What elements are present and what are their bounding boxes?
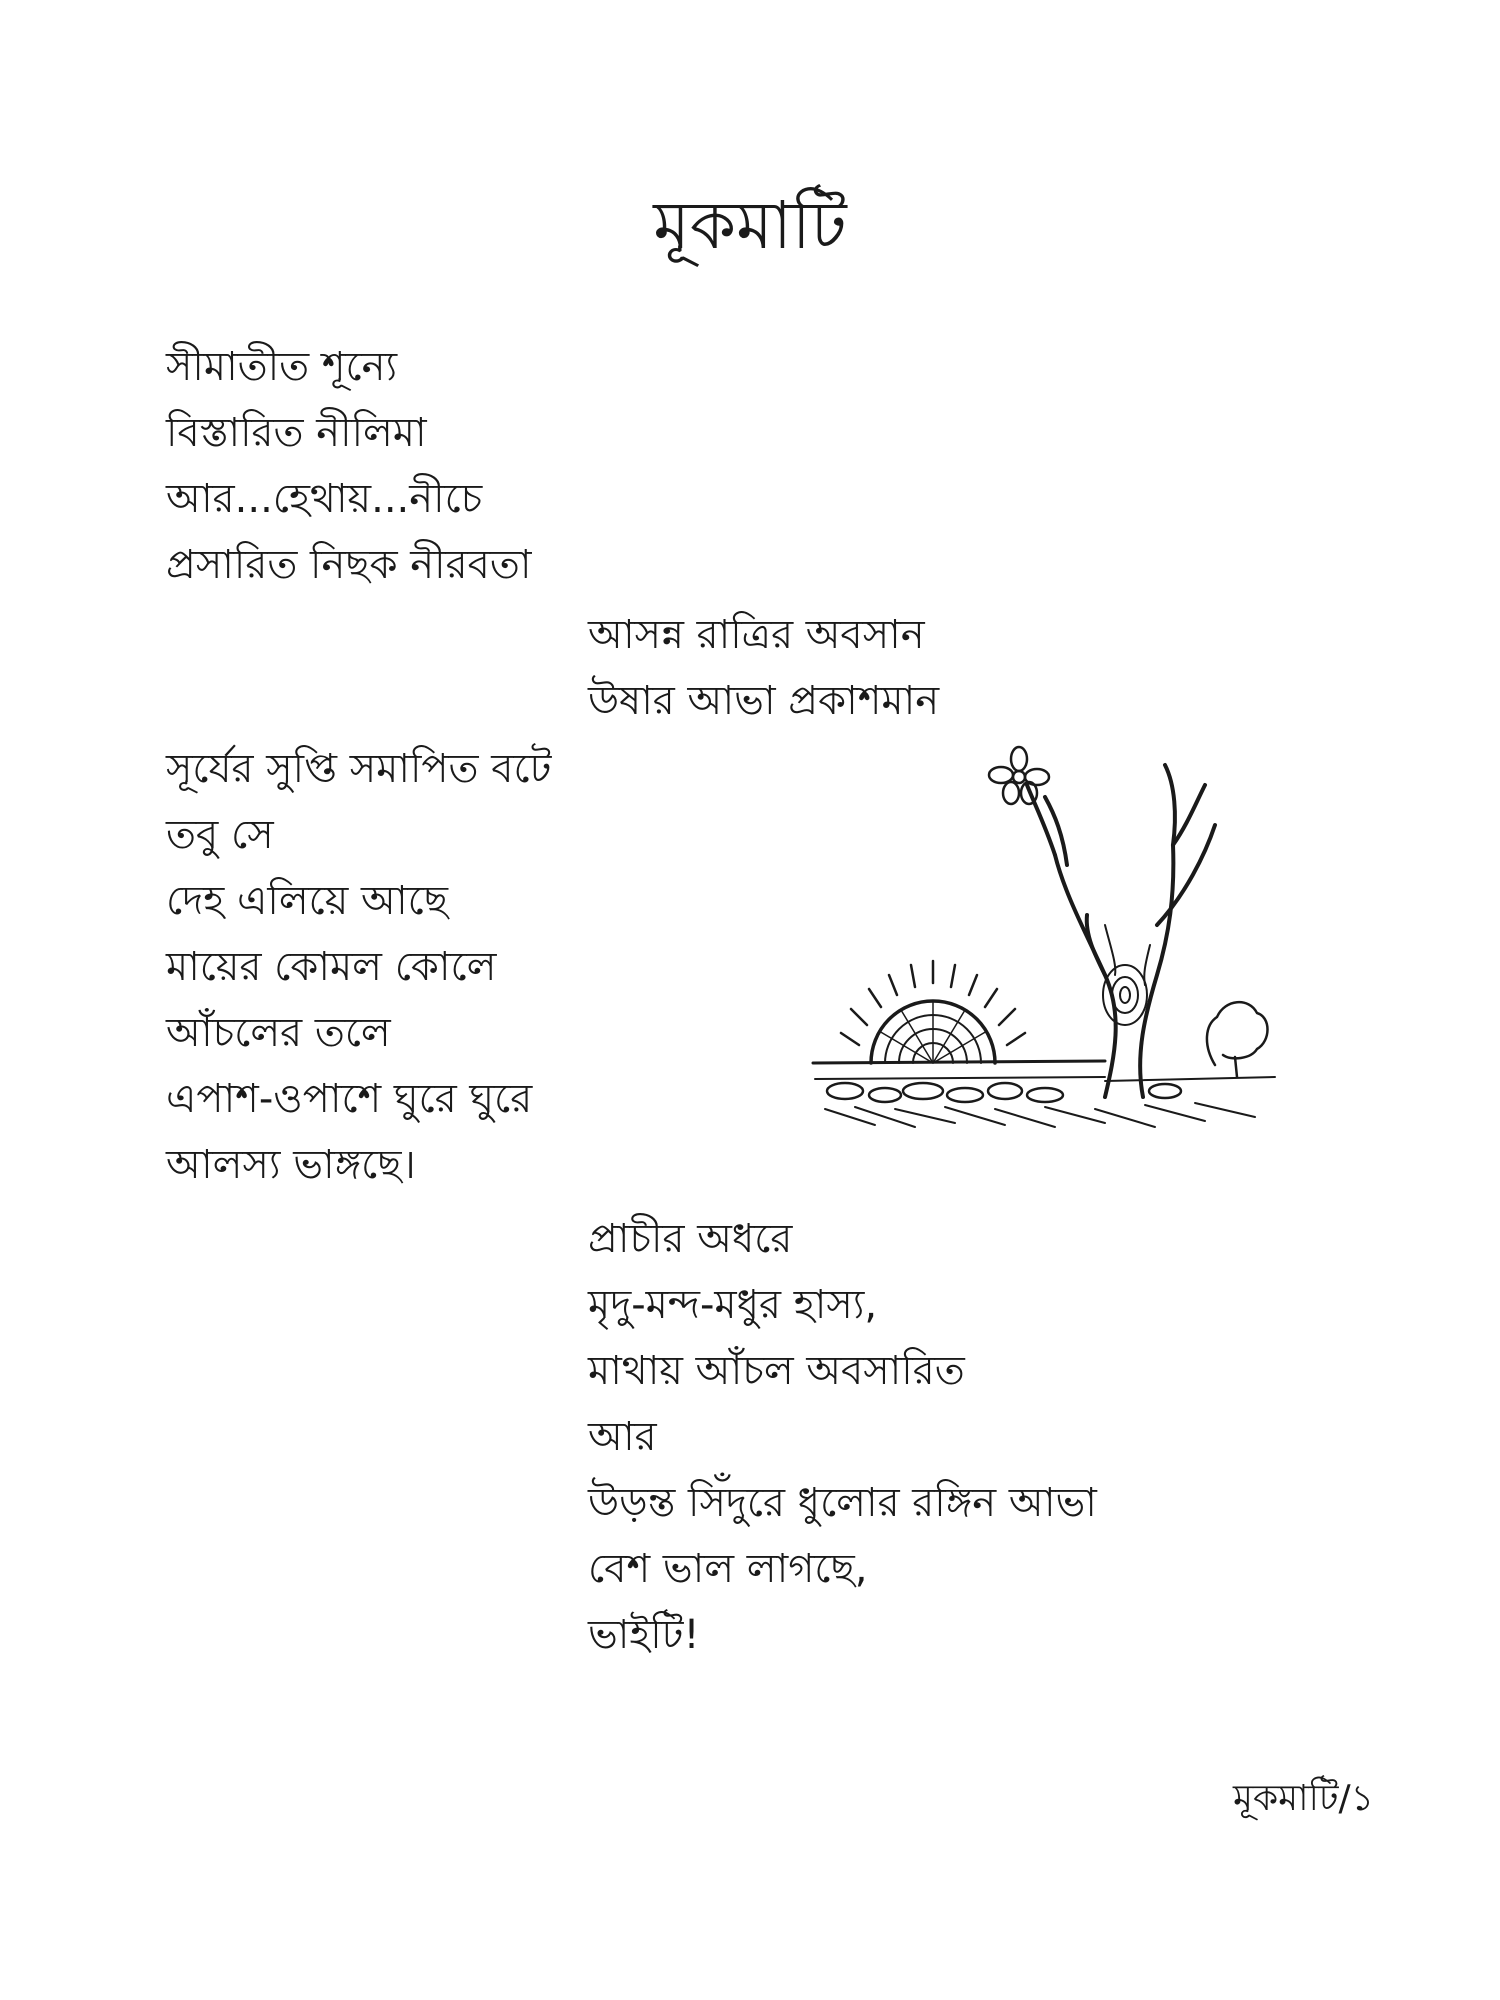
poem-line: উড়ন্ত সিঁদুরে ধুলোর রঙ্গিন আভা <box>588 1480 1097 1526</box>
poem-line: মাথায় আঁচল অবসারিত <box>588 1348 965 1394</box>
stanza-2 <box>588 602 939 734</box>
poem-line: মায়ের কোমল কোলে <box>166 944 497 990</box>
poem-line: এপাশ-ওপাশে ঘুরে ঘুরে <box>166 1076 533 1122</box>
flower-icon <box>989 747 1049 804</box>
stanza-4 <box>588 1206 1097 1668</box>
poem-line: সূর্যের সুপ্তি সমাপিত বটে <box>166 746 552 792</box>
poem-line: আলস্য ভাঙ্গছে। <box>166 1142 416 1188</box>
stanza-3 <box>166 736 551 1198</box>
page-footer: মূকমাটি/১ <box>1232 1778 1374 1819</box>
poem-line: প্রাচীর অধরে <box>588 1216 793 1262</box>
tree <box>1027 765 1215 1097</box>
sunrise-tree-illustration <box>805 725 1285 1145</box>
poem-line: আসন্ন রাত্রির অবসান <box>588 612 925 658</box>
poem-line: প্রসারিত নিছক নীরবতা <box>166 542 532 588</box>
stanza-1 <box>166 334 532 598</box>
poem-line: ভাইটি! <box>588 1612 700 1658</box>
stones <box>827 1083 1181 1102</box>
poem-line: আর...হেথায়...নীচে <box>166 476 483 522</box>
poem-line: আর <box>588 1414 657 1460</box>
bush-icon <box>1207 1002 1268 1077</box>
poem-title: মূকমাটি <box>653 187 847 264</box>
poem-line: উষার আভা প্রকাশমান <box>588 678 940 724</box>
poem-line: দেহ এলিয়ে আছে <box>166 878 448 924</box>
poem-line: সীমাতীত শূন্যে <box>166 344 398 390</box>
poem-line: তবু সে <box>166 812 274 858</box>
poem-line: বেশ ভাল লাগছে, <box>588 1546 868 1592</box>
poem-line: আঁচলের তলে <box>166 1010 391 1056</box>
poem-line: মৃদু-মন্দ-মধুর হাস্য, <box>588 1282 878 1328</box>
poem-line: বিস্তারিত নীলিমা <box>166 410 427 456</box>
